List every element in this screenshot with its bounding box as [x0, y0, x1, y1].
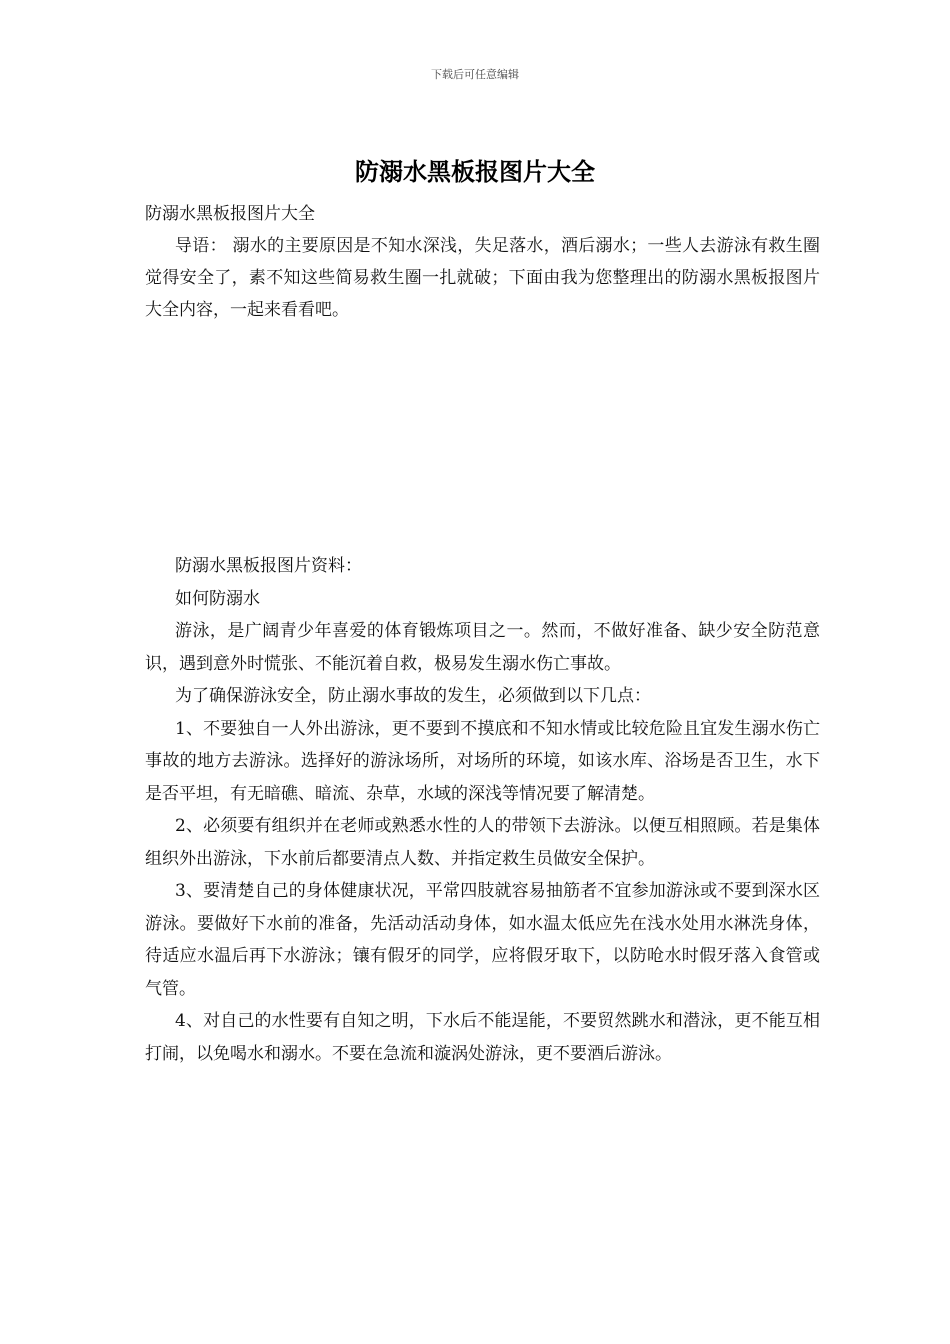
paragraph-swimming-intro: 游泳，是广阔青少年喜爱的体育锻炼项目之一。然而，不做好准备、缺少安全防范意识，遇到意外时慌张、不能沉着自救，极易发生溺水伤亡事故。	[145, 621, 820, 674]
page-title: 防溺水黑板报图片大全	[355, 157, 595, 186]
intro-section	[145, 198, 820, 326]
section-heading: 防溺水黑板报图片资料：	[175, 556, 362, 576]
paragraph-point-1: 1、不要独自一人外出游泳，更不要到不摸底和不知水情或比较危险且宜发生溺水伤亡事故的地方去游泳。选择好的游泳场所，对场所的环境，如该水库、浴场是否卫生，水下是否平坦，有无暗礁、暗流、杂草，水域的深浅等情况要了解清楚。	[145, 718, 820, 804]
section-subheading: 如何防溺水	[175, 588, 260, 609]
paragraph-safety-points: 为了确保游泳安全，防止溺水事故的发生，必须做到以下几点：	[175, 686, 651, 706]
header-note: 下载后可任意编辑	[431, 68, 519, 81]
paragraph-point-2: 2、必须要有组织并在老师或熟悉水性的人的带领下去游泳。以便互相照顾。若是集体组织外出游泳，下水前后都要清点人数、并指定救生员做安全保护。	[145, 816, 820, 869]
subtitle: 防溺水黑板报图片大全	[145, 204, 315, 224]
intro-paragraph: 导语： 溺水的主要原因是不知水深浅，失足落水，酒后溺水；一些人去游泳有救生圈觉得安全了，素不知这些简易救生圈一扎就破；下面由我为您整理出的防溺水黑板报图片大全内容，一起来看看吧。	[145, 236, 820, 320]
paragraph-point-3: 3、要清楚自己的身体健康状况，平常四肢就容易抽筋者不宜参加游泳或不要到深水区游泳。要做好下水前的准备，先活动活动身体，如水温太低应先在浅水处用水淋洗身体，待适应水温后再下水游泳；镶有假牙的同学，应将假牙取下，以防呛水时假牙落入食管或气管。	[145, 881, 820, 999]
paragraph-point-4: 4、对自己的水性要有自知之明，下水后不能逞能，不要贸然跳水和潜泳，更不能互相打闹，以免喝水和溺水。不要在急流和漩涡处游泳，更不要酒后游泳。	[145, 1011, 820, 1064]
main-section	[145, 550, 820, 1070]
